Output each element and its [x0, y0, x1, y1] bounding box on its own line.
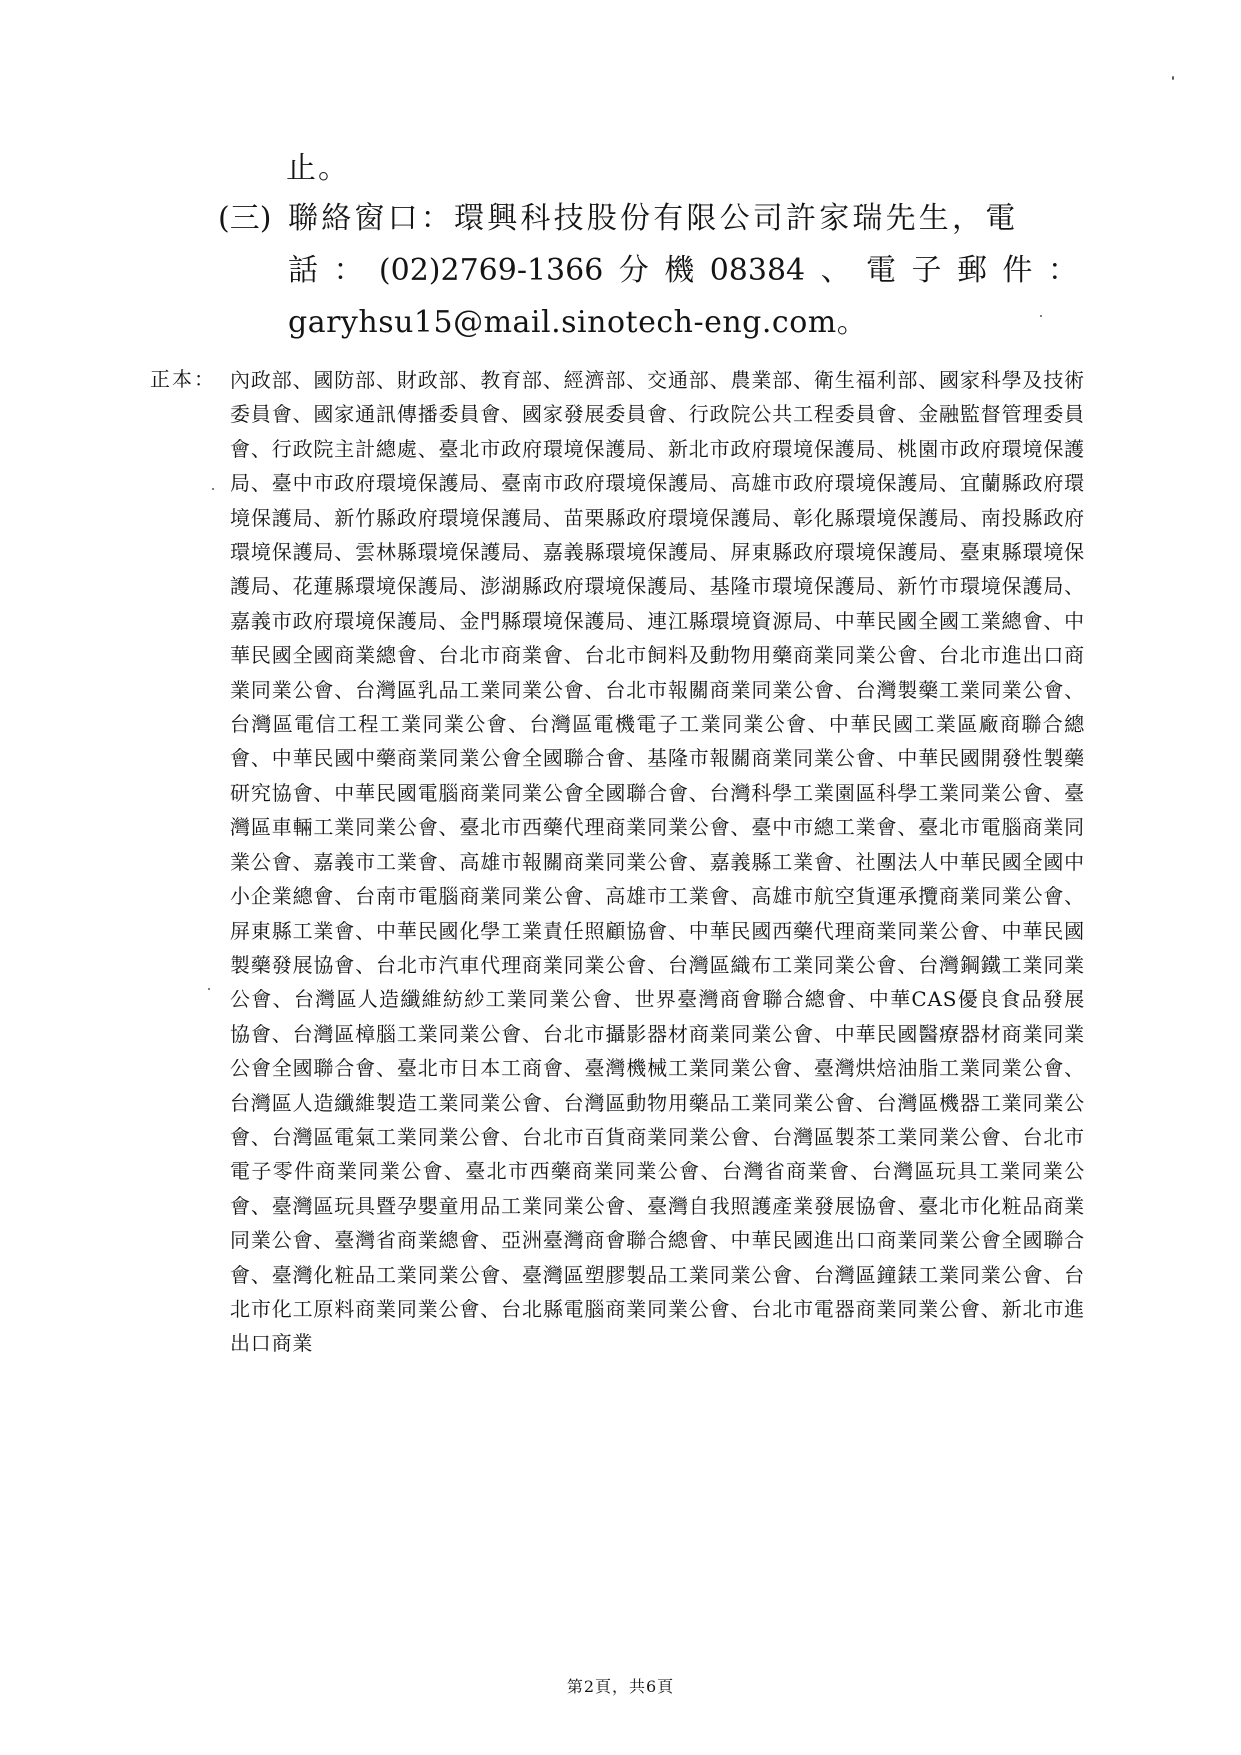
- contact-line-2-part: 子: [911, 253, 942, 288]
- recipients-list: 內政部、國防部、財政部、教育部、經濟部、交通部、農業部、衛生福利部、國家科學及技術委員會、國家通訊傳播委員會、國家發展委員會、行政院公共工程委員會、金融監督管理委員會、行政院主計總處、臺北市政府環境保護局、新北市政府環境保護局、桃園市政府環境保護局、臺中市政府環境保護局、臺南市政府環境保護局、高雄市政府環境保護局、宜蘭縣政府環境保護局、新竹縣政府環境保護局、苗栗縣政府環境保護局、彰化縣環境保護局、南投縣政府環境保護局、雲林縣環境保護局、嘉義縣環境保護局、屏東縣政府環境保護局、臺東縣環境保護局、花蓮縣環境保護局、澎湖縣政府環境保護局、基隆市環境保護局、新竹市環境保護局、嘉義市政府環境保護局、金門縣環境保護局、連江縣環境資源局、中華民國全國工業總會、中華民國全國商業總會、台北市商業會、台北市飼料及動物用藥商業同業公會、台北市進出口商業同業公會、台灣區乳品工業同業公會、台北市報關商業同業公會、台灣製藥工業同業公會、台灣區電信工程工業同業公會、台灣區電機電子工業同業公會、中華民國工業區廠商聯合總會、中華民國中藥商業同業公會全國聯合會、基隆市報關商業同業公會、中華民國開發性製藥研究協會、中華民國電腦商業同業公會全國聯合會、台灣科學工業園區科學工業同業公會、臺灣區車輛工業同業公會、臺北市西藥代理商業同業公會、臺中市總工業會、臺北市電腦商業同業公會、嘉義市工業會、高雄市報關商業同業公會、嘉義縣工業會、社團法人中華民國全國中小企業總會、台南市電腦商業同業公會、高雄市工業會、高雄市航空貨運承攬商業同業公會、屏東縣工業會、中華民國化學工業責任照顧協會、中華民國西藥代理商業同業公會、中華民國製藥發展協會、台北市汽車代理商業同業公會、台灣區織布工業同業公會、台灣鋼鐵工業同業公會、台灣區人造纖維紡紗工業同業公會、世界臺灣商會聯合總會、中華CAS優良食品發展協會、台灣區樟腦工業同業公會、台北市攝影器材商業同業公會、中華民國醫療器材商業同業公會全國聯合會、臺北市日本工商會、臺灣機械工業同業公會、臺灣烘焙油脂工業同業公會、台灣區人造纖維製造工業同業公會、台灣區動物用藥品工業同業公會、台灣區機器工業同業公會、台灣區電氣工業同業公會、台北市百貨商業同業公會、台灣區製茶工業同業公會、台北市電子零件商業同業公會、臺北市西藥商業同業公會、台灣省商業會、台灣區玩具工業同業公會、臺灣區玩具暨孕嬰童用品工業同業公會、臺灣自我照護產業發展協會、臺北市化粧品商業同業公會、臺灣省商業總會、亞洲臺灣商會聯合總會、中華民國進出口商業同業公會全國聯合會、臺灣化粧品工業同業公會、臺灣區塑膠製品工業同業公會、台灣區鐘錶工業同業公會、台北市化工原料商業同業公會、台北縣電腦商業同業公會、台北市電器商業同業公會、新北市進出口商業: [230, 368, 1085, 1356]
- contact-line-2-part: 、: [820, 253, 851, 288]
- contact-line-2-part: 件: [1002, 253, 1033, 288]
- scan-speck: [212, 488, 214, 490]
- scan-speck: [1172, 76, 1174, 80]
- contact-line-2-part: 郵: [956, 253, 987, 288]
- contact-line-2-part: ：: [1047, 253, 1078, 288]
- contact-line-2-part: 機: [664, 253, 695, 288]
- contact-line-2-part: 分: [618, 253, 649, 288]
- section-number: (三): [218, 201, 272, 236]
- recipients-label: 正本：: [150, 367, 216, 391]
- contact-line-2-part: 話: [288, 253, 318, 288]
- contact-line-2: [288, 245, 1078, 297]
- scan-speck: [208, 988, 210, 990]
- scan-speck: [1040, 315, 1042, 317]
- extension-number: 08384: [709, 253, 806, 288]
- page-number: 第2頁，共6頁: [566, 1677, 675, 1696]
- contact-line-2-part: 電: [866, 253, 897, 288]
- contact-line-2-part: ：: [333, 253, 364, 288]
- phone-number: (02)2769-1366: [378, 253, 604, 288]
- continued-text-line: 止。: [286, 151, 350, 186]
- contact-email: garyhsu15@mail.sinotech-eng.com。: [288, 305, 868, 340]
- contact-line-1: 聯絡窗口：環興科技股份有限公司許家瑞先生，電: [288, 201, 1019, 236]
